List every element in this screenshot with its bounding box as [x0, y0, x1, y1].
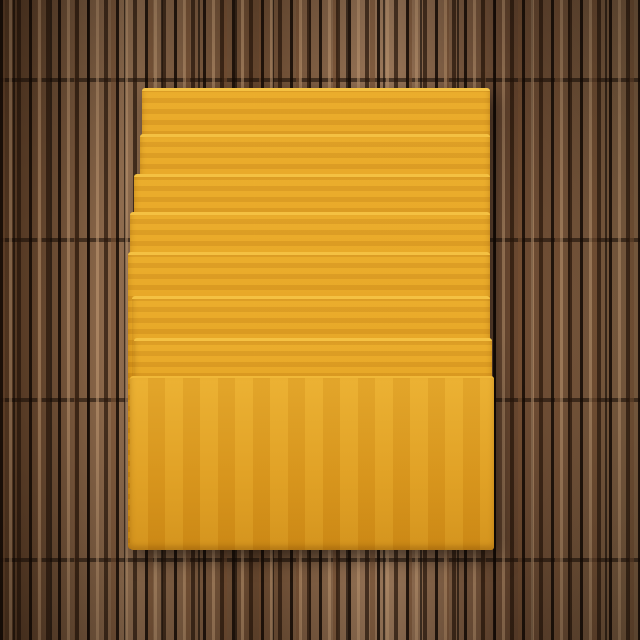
- cheese-slice-stack: [128, 88, 494, 548]
- cheese-slice-top: [130, 376, 494, 550]
